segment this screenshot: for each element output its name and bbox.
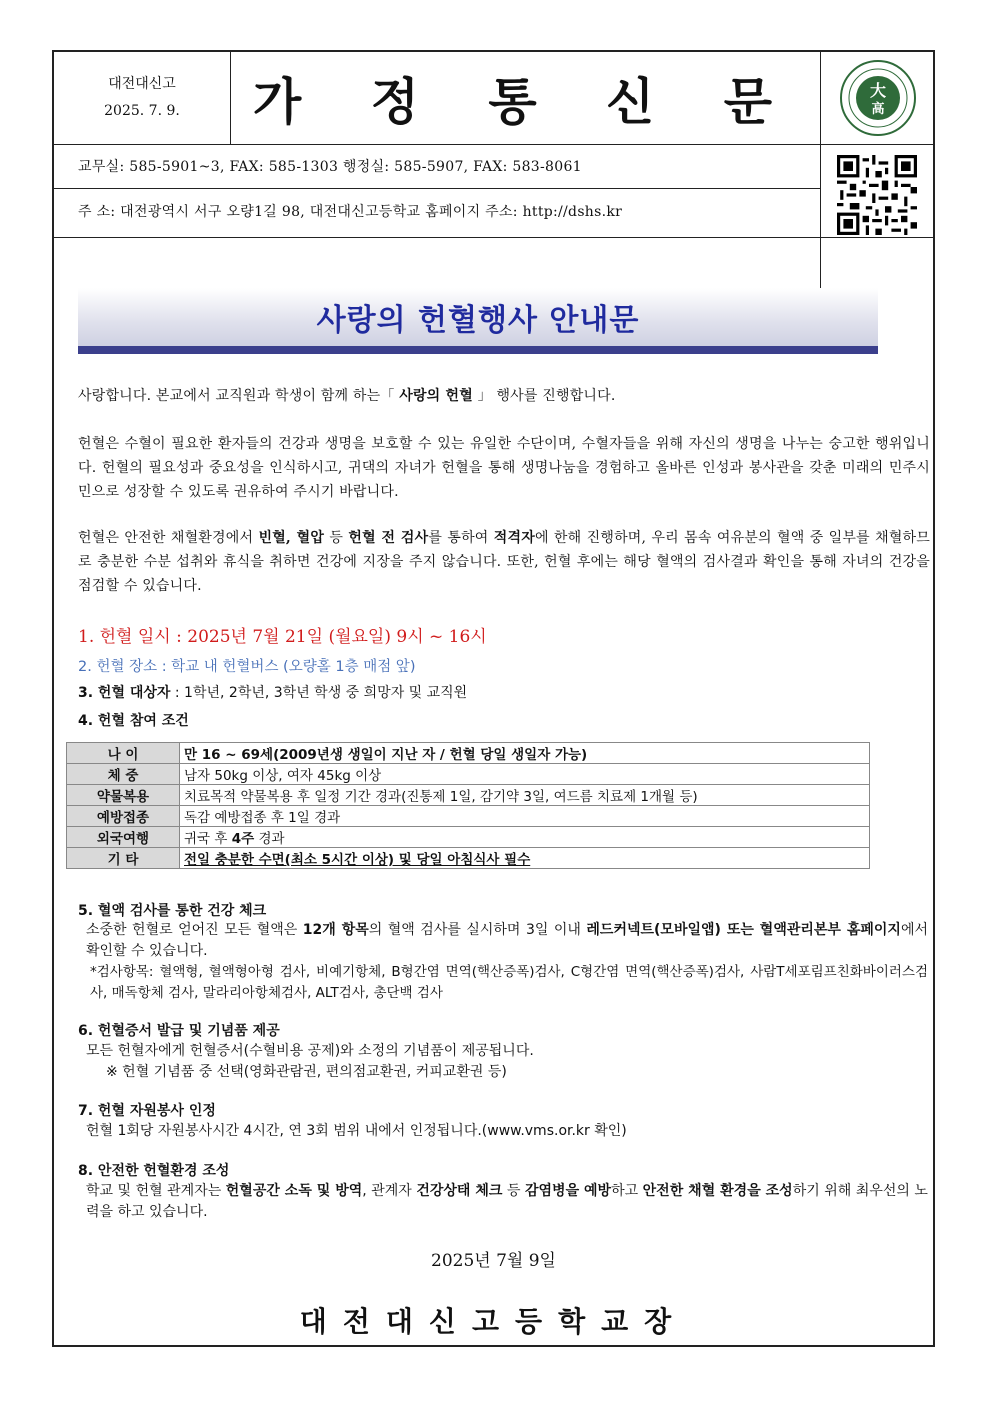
s8-bold: 감염병을 예방 [525, 1183, 612, 1199]
table-row [67, 785, 870, 806]
s8-text: 학교 및 헌혈 관계자는 [86, 1183, 226, 1199]
event-eligibility [78, 682, 467, 702]
section-8-body [86, 1181, 928, 1223]
principal-signature: 대전대신고등학교장 [299, 1305, 688, 1338]
divider [54, 237, 933, 238]
condition-value: 남자 50kg 이상, 여자 45kg 이상 [180, 764, 870, 785]
school-logo [820, 52, 934, 144]
school-emblem-icon [839, 59, 917, 137]
section-6-heading: 6. 헌혈증서 발급 및 기념품 제공 [78, 1023, 280, 1039]
p3-text: 를 통하여 [428, 530, 494, 546]
school-name: 대전대신고 [108, 76, 176, 92]
condition-key: 나 이 [67, 743, 180, 764]
travel-text: 귀국 후 [184, 831, 232, 847]
p3-bold: 적격자 [493, 530, 535, 546]
condition-value: 독감 예방접종 후 1일 경과 [180, 806, 870, 827]
condition-key: 기 타 [67, 848, 180, 869]
table-row [67, 806, 870, 827]
intro-paragraph-2: 헌혈은 수혈이 필요한 환자들의 건강과 생명을 보호할 수 있는 유일한 수단이며, 수혈자들을 위해 자신의 생명을 나누는 숭고한 행위입니다. 헌혈의 필요성과 중요성을 인식하시고, 귀댁의 자녀가 헌혈을 통해 생명나눔을 경험하고 올바른 인성과 봉사관을 갖춘 미래의 민주시민으로 성장할 수 있도록 권유하여 주시기 바랍니다. [78, 436, 930, 500]
condition-key: 예방접종 [67, 806, 180, 827]
table-row [67, 764, 870, 785]
condition-key: 약물복용 [67, 785, 180, 806]
s8-text: 하기 위해 최우선의 노력을 하고 있습니다. [86, 1183, 928, 1220]
eligibility-text: : 1학년, 2학년, 3학년 학생 중 희망자 및 교직원 [170, 685, 468, 701]
document-frame [52, 50, 935, 1347]
s8-text: , 관계자 [362, 1183, 417, 1199]
section-5-note: *검사항목: 혈액형, 혈액형아형 검사, 비예기항체, B형간염 면역(핵산증폭)검사, C형간염 면역(핵산증폭)검사, 사람T세포림프친화바이러스검사, 매독항체 검사, 말라리아항체검사, ALT검사, 총단백 검사 [90, 964, 928, 1001]
condition-value: 전일 충분한 수면(최소 5시간 이상) 및 당일 아침식사 필수 [180, 848, 870, 869]
s5-bold: 12개 항목 [302, 922, 369, 938]
condition-value [180, 827, 870, 848]
travel-text: 경과 [254, 831, 285, 847]
section-6-note: ※ 헌혈 기념품 중 선택(영화관람권, 편의점교환권, 커피교환권 등) [106, 1064, 507, 1080]
condition-value: 치료목적 약물복용 후 일정 기간 경과(진통제 1일, 감기약 3일, 여드름 치료제 1개월 등) [180, 785, 870, 806]
svg-text:高: 高 [870, 102, 885, 117]
section-5-body [86, 920, 928, 962]
contact-address: 주 소: 대전광역시 서구 오량1길 98, 대전대신고등학교 홈페이지 주소: http://dshs.kr [78, 204, 623, 220]
table-row [67, 743, 870, 764]
conditions-heading: 4. 헌혈 참여 조건 [78, 713, 189, 729]
s5-text: 소중한 헌혈로 얻어진 모든 혈액은 [86, 922, 303, 938]
p3-bold: 빈혈, 혈압 [258, 530, 325, 546]
s5-text: 에서 확인할 수 있습니다. [86, 922, 929, 959]
s8-text: 하고 [611, 1183, 643, 1199]
newsletter-title: 가 정 통 신 문 [252, 73, 799, 131]
event-location: 2. 헌혈 장소 : 학교 내 헌혈버스 (오량홀 1층 매점 앞) [78, 659, 416, 675]
table-row [67, 827, 870, 848]
section-7-body: 헌혈 1회당 자원봉사시간 4시간, 연 3회 범위 내에서 인정됩니다.(www.vms.or.kr 확인) [86, 1123, 627, 1139]
event-datetime: 1. 헌혈 일시 : 2025년 7월 21일 (월요일) 9시 ~ 16시 [78, 627, 487, 647]
eligibility-label: 3. 헌혈 대상자 [78, 685, 171, 701]
p3-text: 에 한해 진행하며, 우리 몸속 여유분의 혈액 중 일부를 채혈하므로 충분한 수분 섭취와 휴식을 취하면 건강에 지장을 주지 않습니다. 또한, 헌혈 후에는 해당 혈액의 검사결과 확인을 통해 자녀의 건강을 점검할 수 있습니다. [78, 530, 931, 594]
section-8-heading: 8. 안전한 헌혈환경 조성 [78, 1163, 230, 1179]
p3-text: 헌혈은 안전한 채혈환경에서 [78, 530, 259, 546]
s8-text: 등 [502, 1183, 525, 1199]
section-6-body: 모든 헌혈자에게 헌혈증서(수혈비용 공제)와 소정의 기념품이 제공됩니다. [86, 1043, 534, 1059]
issue-date: 2025. 7. 9. [104, 103, 180, 119]
condition-key: 외국여행 [67, 827, 180, 848]
contact-phone-fax: 교무실: 585-5901~3, FAX: 585-1303 행정실: 585-5907, FAX: 583-8061 [54, 145, 820, 189]
qr-code-icon [837, 155, 917, 235]
intro-paragraph-3 [78, 526, 930, 598]
s8-bold: 안전한 채혈 환경을 조성 [642, 1183, 793, 1199]
intro-paragraph-1 [78, 384, 930, 408]
header [54, 52, 933, 145]
section-7-heading: 7. 헌혈 자원봉사 인정 [78, 1103, 216, 1119]
intro-text: 사랑합니다. 본교에서 교직원과 학생이 함께 하는「 [78, 388, 400, 404]
intro-text: 」 행사를 진행합니다. [472, 388, 616, 404]
p3-bold: 헌혈 전 검사 [348, 530, 429, 546]
contact-info [54, 145, 821, 311]
conditions-table [66, 742, 870, 869]
table-row [67, 848, 870, 869]
s8-bold: 건강상태 체크 [416, 1183, 503, 1199]
travel-weeks: 4주 [231, 831, 255, 847]
event-name: 사랑의 헌혈 [399, 388, 473, 404]
footer-date: 2025년 7월 9일 [431, 1251, 556, 1271]
s8-bold: 헌혈공간 소독 및 방역 [225, 1183, 363, 1199]
p3-text: 등 [324, 530, 349, 546]
notice-title: 사랑의 헌혈행사 안내문 [316, 303, 640, 338]
notice-banner [78, 288, 878, 354]
s5-bold: 레드커넥트(모바일앱) 또는 혈액관리본부 홈페이지 [586, 922, 901, 938]
header-meta [54, 52, 231, 144]
condition-value: 만 16 ~ 69세(2009년생 생일이 지난 자 / 헌혈 당일 생일자 가능) [180, 743, 870, 764]
s5-text: 의 혈액 검사를 실시하며 3일 이내 [368, 922, 587, 938]
svg-text:大: 大 [869, 81, 886, 100]
condition-key: 체 중 [67, 764, 180, 785]
section-5-heading: 5. 혈액 검사를 통한 건강 체크 [78, 903, 267, 919]
